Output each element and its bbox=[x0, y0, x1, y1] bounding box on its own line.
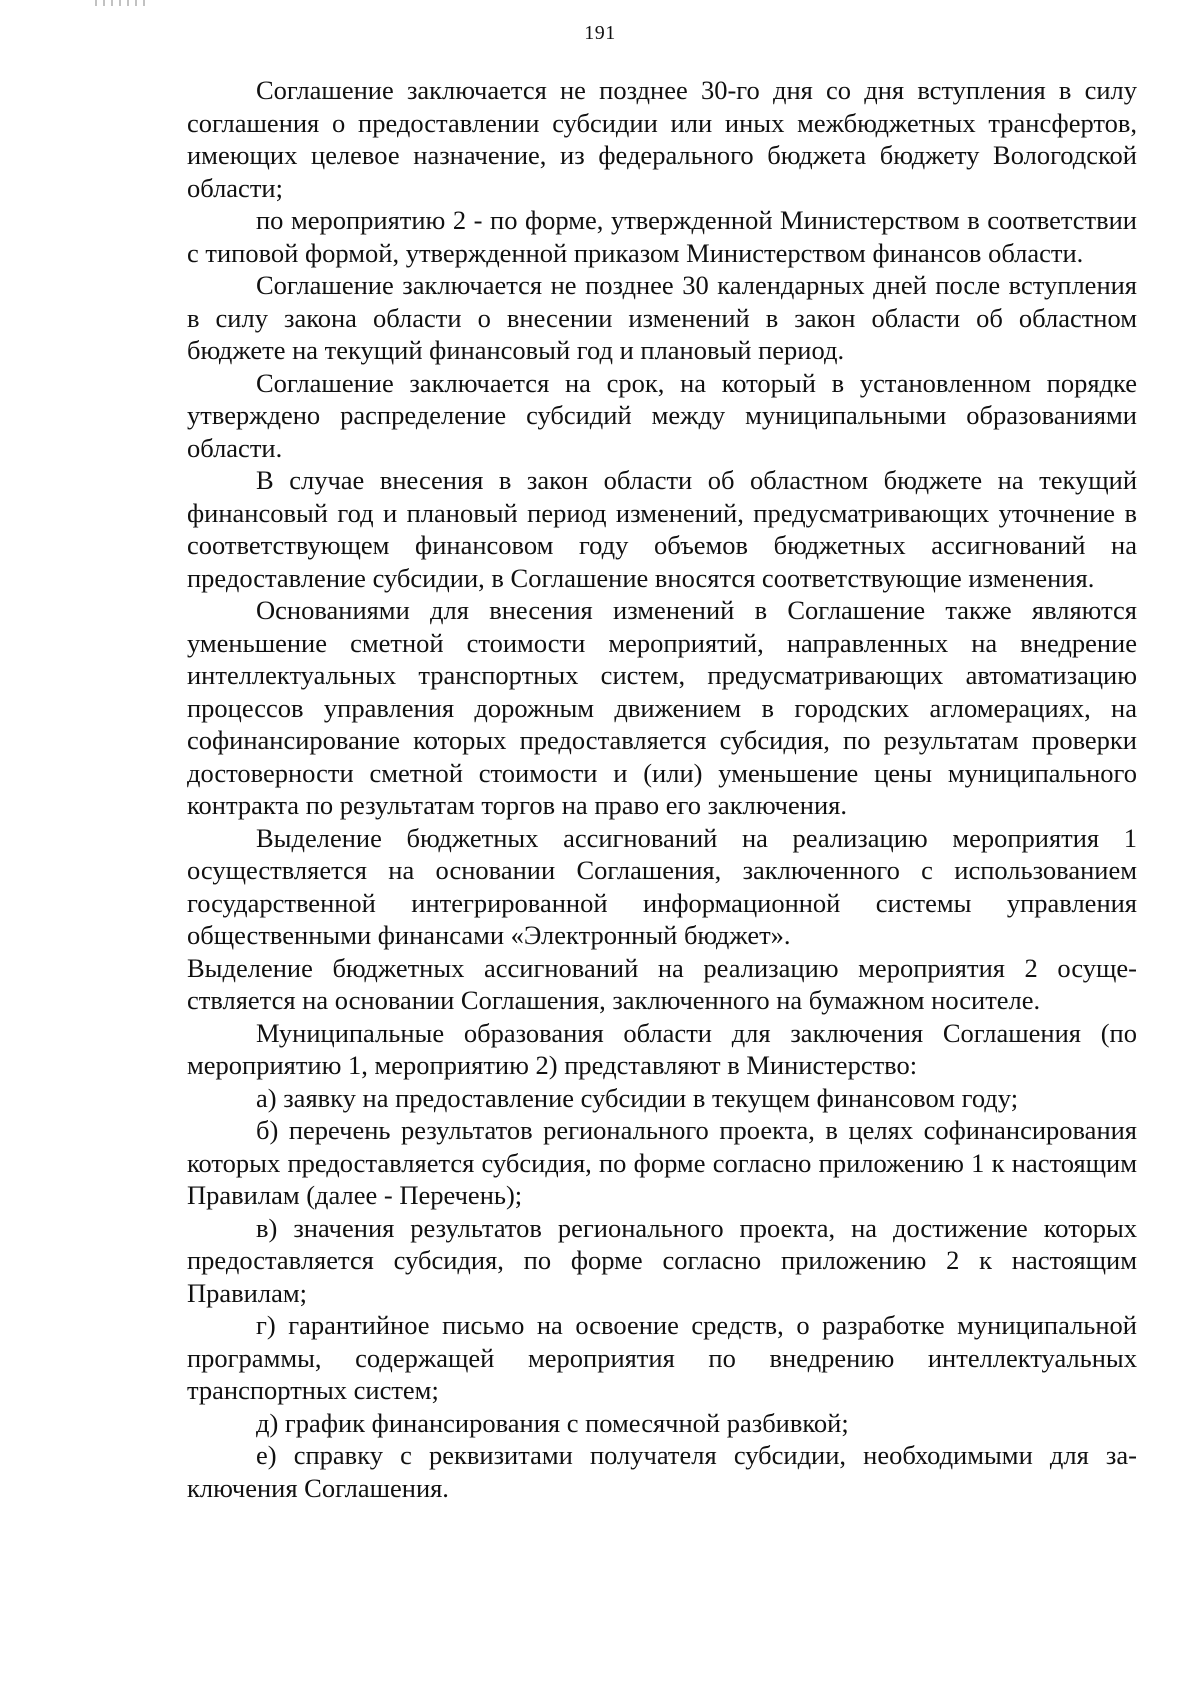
list-item: е) справку с реквизитами получателя субсидии, необходимыми для заключения Соглашения. bbox=[187, 1440, 1137, 1503]
paragraph: Выделение бюджетных ассигнований на реализацию мероприятия 2 осуществляется на основании Соглашения, заключенного на бумажном носителе. bbox=[187, 952, 1137, 1015]
document-body bbox=[187, 74, 1137, 1504]
list-item: а) заявку на предоставление субсидии в текущем финансовом году; bbox=[256, 1082, 1019, 1113]
list-item: б) перечень результатов регионального проекта, в целях софинансирования которых предоставляется субсидия, по форме согласно приложению 1 к настоящим Правилам (далее - Перечень); bbox=[187, 1115, 1137, 1210]
paragraph: Соглашение заключается на срок, на который в установленном порядке утверждено распределение субсидий между муниципальными образованиями области. bbox=[187, 367, 1137, 463]
paragraph: Выделение бюджетных ассигнований на реализацию мероприятия 1 осуществляется на основании Соглашения, заключенного с использованием государственной интегрированной информационной системы управления общественными финансами «Электронный бюджет». bbox=[187, 822, 1137, 950]
scan-artifact bbox=[95, 0, 145, 6]
paragraph: Муниципальные образования области для заключения Соглашения (по мероприятию 1, мероприятию 2) представляют в Министерство: bbox=[187, 1017, 1137, 1080]
paragraph: Основаниями для внесения изменений в Соглашение также являются уменьшение сметной стоимости мероприятий, направленных на внедрение интеллектуальных транспортных систем, предусматривающих автоматизацию процессов управления дорожным движением в городских агломерациях, на софинансирование которых предоставляется субсидия, по результатам проверки достоверности сметной стоимости и (или) уменьшение цены муниципального контракта по результатам торгов на право его заключения. bbox=[187, 595, 1137, 820]
paragraph: В случае внесения в закон области об областном бюджете на текущий финансовый год и плановый период изменений, предусматривающих уточнение в соответствующем финансовом году объемов бюджетных ассигнований на предоставление субсидии, в Соглашение вносятся соответствующие изменения. bbox=[187, 465, 1137, 593]
list-item: д) график финансирования с помесячной разбивкой; bbox=[256, 1407, 849, 1438]
page-number: 191 bbox=[584, 22, 616, 44]
list-item: в) значения результатов регионального проекта, на достижение которых предоставляется субсидия, по форме согласно приложению 2 к настоящим Правилам; bbox=[187, 1212, 1137, 1308]
list-item: г) гарантийное письмо на освоение средств, о разработке муниципальной программы, содержащей мероприятия по внедрению интеллектуальных транспортных систем; bbox=[187, 1310, 1137, 1405]
paragraph: по мероприятию 2 - по форме, утвержденной Министерством в соответствии с типовой формой, утвержденной приказом Министерством финансов области. bbox=[187, 205, 1137, 268]
paragraph: Соглашение заключается не позднее 30-го дня со дня вступления в силу соглашения о предоставлении субсидии или иных межбюджетных трансфертов, имеющих целевое назначение, из федерального бюджета бюджету Вологодской области; bbox=[187, 75, 1137, 203]
paragraph: Соглашение заключается не позднее 30 календарных дней после вступления в силу закона области о внесении изменений в закон области об областном бюджете на текущий финансовый год и плановый период. bbox=[187, 270, 1137, 365]
